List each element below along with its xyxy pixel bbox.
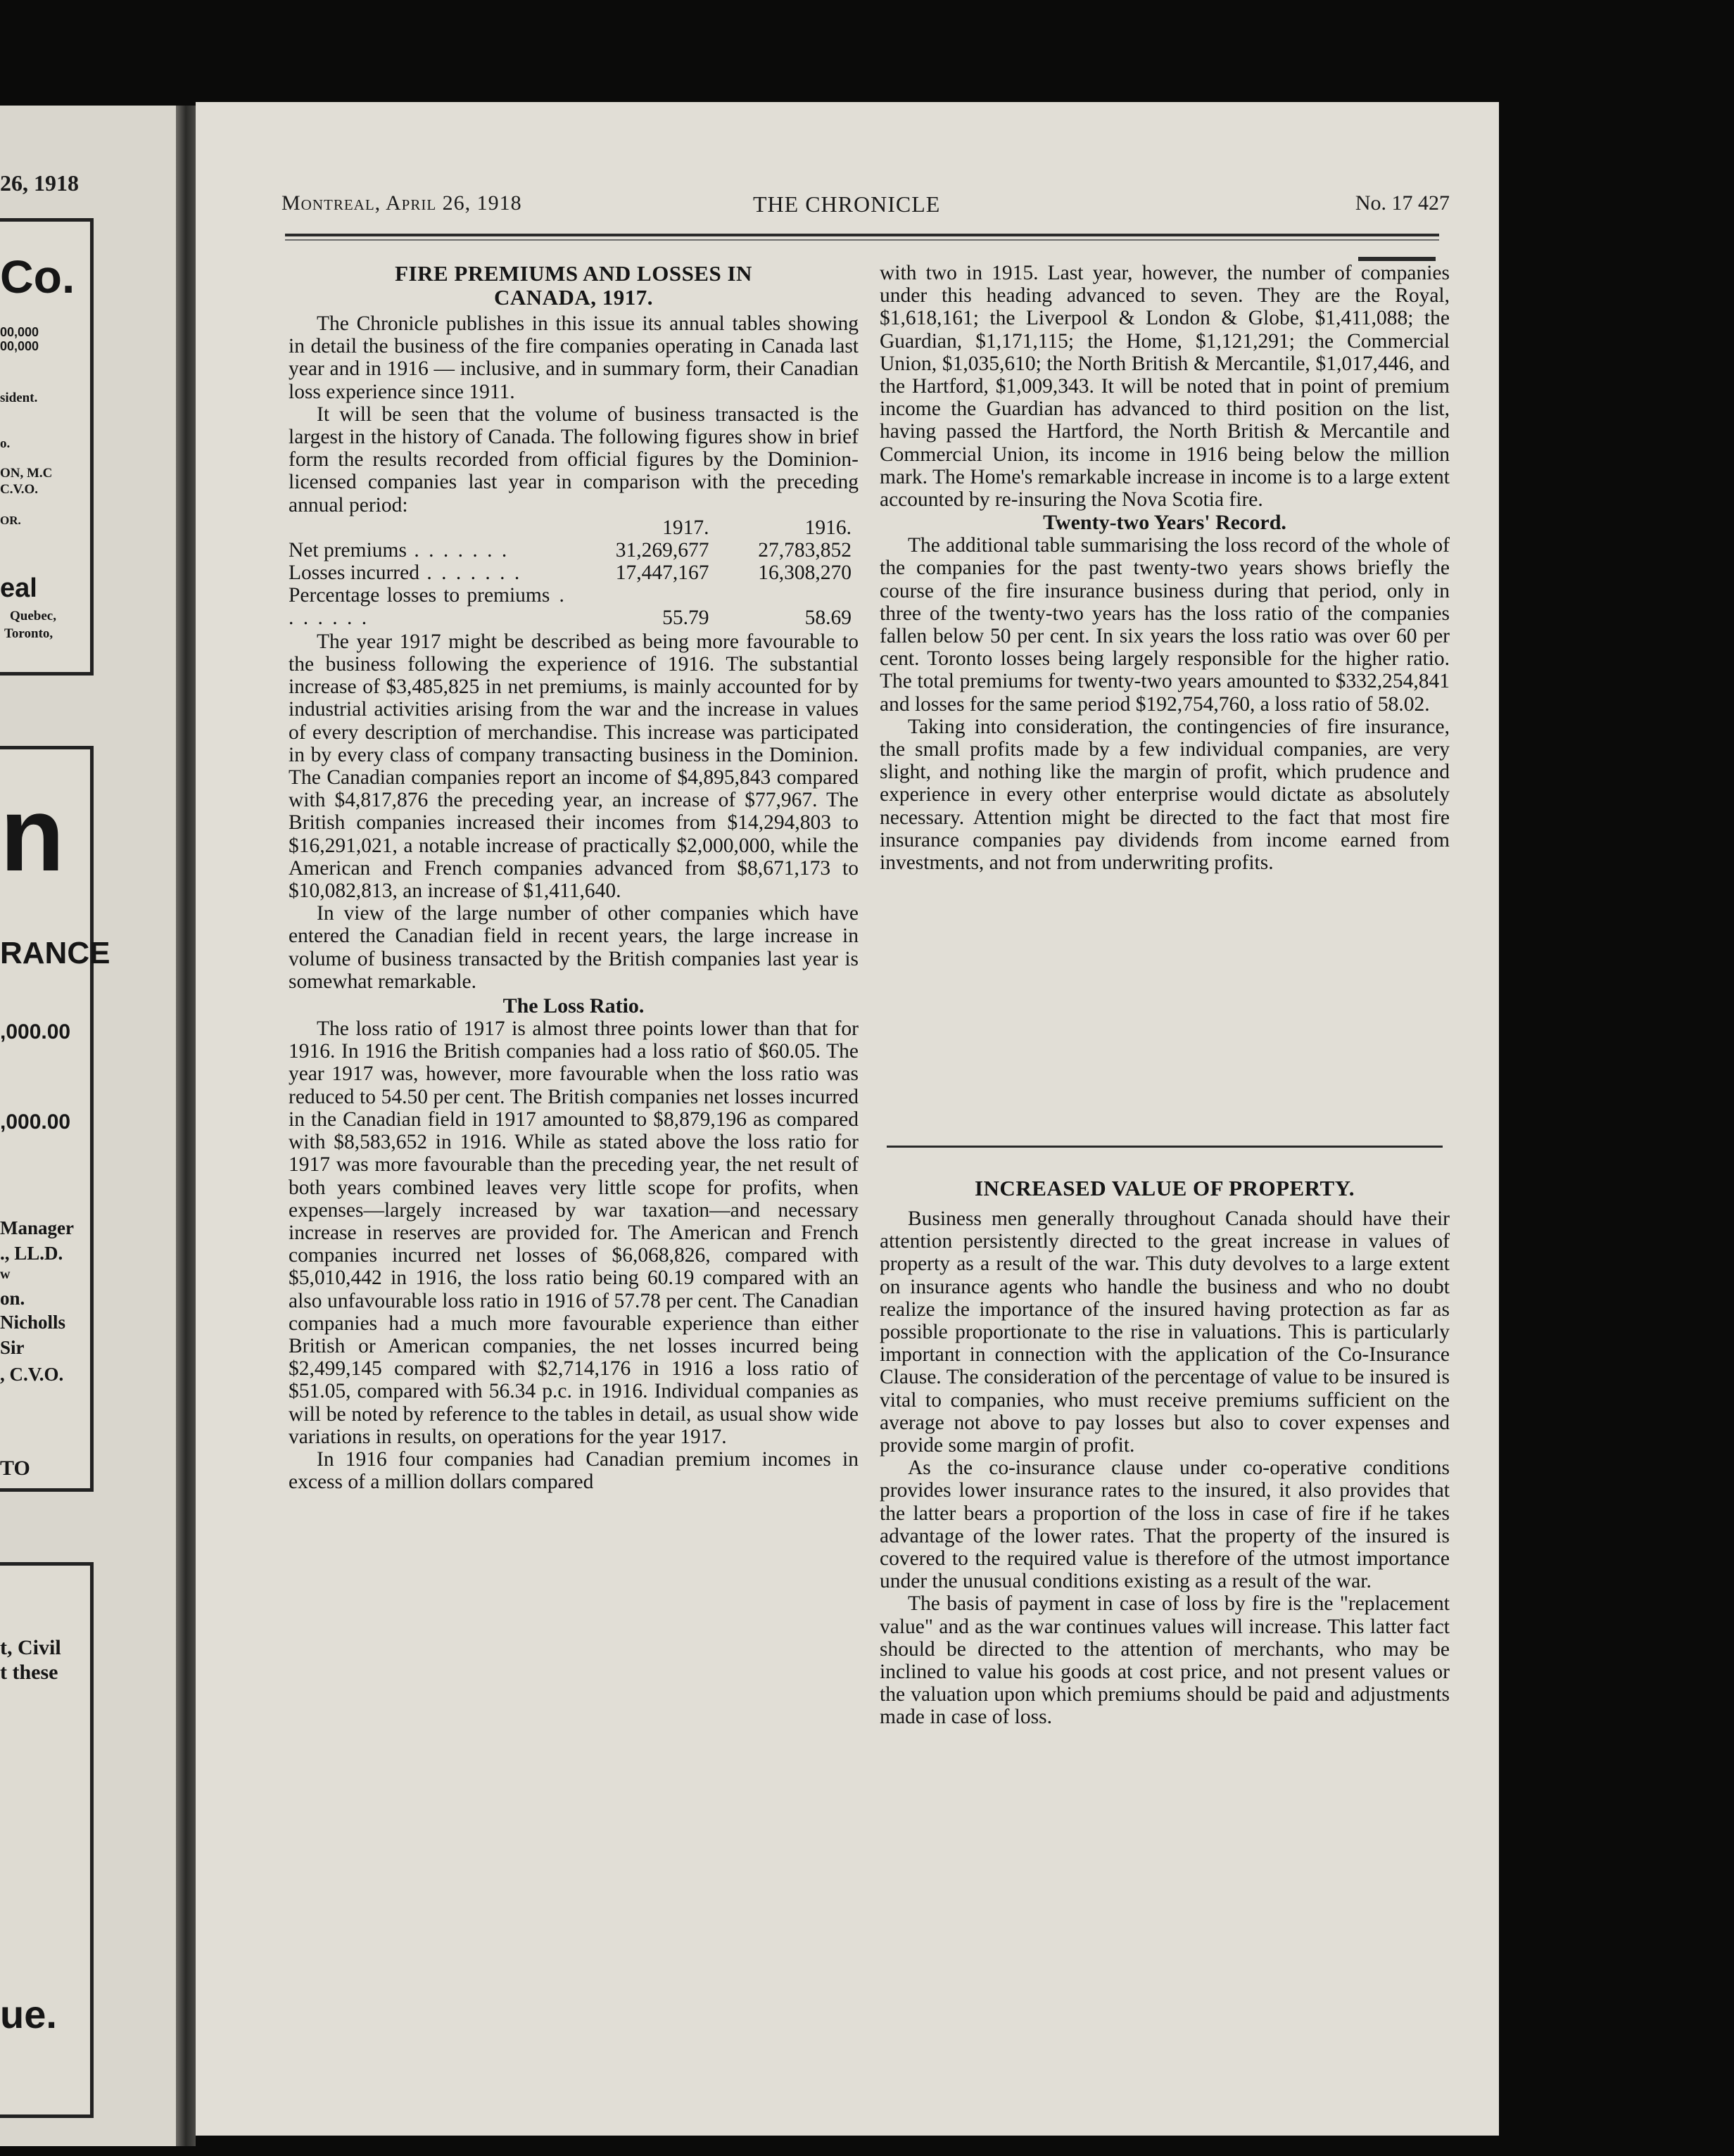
subheading-loss-ratio: The Loss Ratio. [502,994,645,1018]
paragraph: As the co-insurance clause under co-operative conditions provides lower insurance rates to the insured, it also provides that the latter bears a proportion of the loss in case of fire if he takes advantage of the lower rates. That the property of the insured is covered to the required value is therefore of the utmost importance under the unusual conditions existing as a result of the war. [880,1457,1450,1593]
table-cell: 58.69 [804,606,852,629]
facing-fragment: t, Civil [0,1636,61,1659]
facing-fragment: 00,000 [0,325,39,339]
second-article-title: INCREASED VALUE OF PROPERTY. [974,1176,1355,1200]
table-cell: 31,269,677 [615,538,709,562]
second-article [880,1177,1450,1729]
table-row [289,584,852,629]
header-rule-thin [285,239,1439,241]
paragraph: The loss ratio of 1917 is almost three points lower than that for 1916. In 1916 the British companies had a loss ratio of $60.05. The year 1917 was, however, more favourable when the loss ratio was reduced to 54.50 per cent. The British companies net losses incurred in the Canadian field in 1917 amounted to $8,879,196 as compared with $8,583,652 in 1916. While as stated above the loss ratio for 1917 was more favourable than the preceding year, the net result of both years combined leaves very little scope for profits, when expenses—largely increased by war taxation—and necessary increase in reserves are provided for. The American and French companies incurred net losses of $6,068,826, compared with $5,010,442 in 1916, the loss ratio being 60.19 compared with an also unfavourable loss ratio in 1916 of 57.78 per cent. The Canadian companies had a much more favourable experience than either British or American companies, the net losses incurred being $2,499,145 compared with $2,714,176 in 1916 a loss ratio of $51.05, compared with 56.34 p.c. in 1916. Individual companies as will be noted by reference to the tables in detail, as usual show wide variations in results, on operations for the year 1917. [289,1017,859,1448]
table-col-header: 1916. [804,516,852,539]
facing-fragment: RANCE [0,936,110,970]
facing-fragment: 00,000 [0,339,39,353]
article-title-line-1: FIRE PREMIUMS AND LOSSES IN [395,261,752,286]
premiums-losses-table [289,516,852,629]
paragraph: Business men generally throughout Canada should have their attention persistently directed to the great increase in values of property as a result of the war. This duty devolves to a large extent on insurance agents who handle the business and who no doubt realize the importance of the insured having protection as far as possible proportionate to the rise in valuations. This is particularly important in connection with the application of the Co-Insurance Clause. The consideration of the percentage of value to be insured is vital to companies, who must receive premiums sufficient on the average not above to pay losses but also to cover expenses and provide some margin of profit. [880,1207,1450,1457]
paragraph: The additional table summarising the loss record of the whole of the companies for the past twenty-two years shows briefly the course of the fire insurance business during that period, only in three of the twenty-two years has the loss ratio of the companies fallen below 50 per cent. In six years the loss ratio was over 60 per cent. Toronto losses being largely responsible for the higher ratio. The total premiums for twenty-two years amounted to $332,254,841 and losses for the same period $192,754,760, a loss ratio of 58.02. [880,534,1450,716]
paragraph: Taking into consideration, the contingencies of fire insurance, the small profits made by a few individual companies, are very slight, and nothing like the margin of profit, which prudence and experience in every other enterprise would dictate as absolutely necessary. Attention might be directed to the fact that most fire insurance companies pay dividends from income earned from investments, and not from underwriting profits. [880,715,1450,875]
table-cell: 55.79 [662,606,709,629]
article-separator-rule [887,1146,1443,1148]
facing-fragment: eal [0,573,37,603]
running-header [281,191,1450,220]
facing-fragment: on. [0,1288,25,1309]
facing-fragment: n [0,775,65,893]
facing-fragment: , C.V.O. [0,1364,64,1385]
header-rule [285,234,1439,236]
header-issue-page-number: No. 17 427 [1355,191,1450,215]
article-title-line-2: CANADA, 1917. [493,285,654,310]
page-gutter [176,106,196,2146]
table-header-row [289,516,852,539]
paragraph: It will be seen that the volume of business transacted is the largest in the history of Canada. The following figures show in brief form the results recorded from official figures by the Dominion-licensed companies last year in comparison with the preceding annual period: [289,402,859,516]
article-title [289,262,859,310]
table-cell: 27,783,852 [758,538,852,562]
facing-fragment: Sir [0,1337,25,1358]
facing-page-strip [0,106,176,2146]
table-row-label: Net premiums . . . [289,539,567,562]
facing-fragment: w [0,1267,11,1282]
facing-fragment: Nicholls [0,1312,66,1333]
table-cell: 16,308,270 [758,561,852,584]
right-column [880,262,1450,874]
table-row-label: Percentage losses to premiums . . . [289,584,567,629]
table-row [289,539,852,562]
facing-fragment: ., LL.D. [0,1243,63,1264]
column-top-mark [1358,257,1436,261]
facing-fragment: o. [0,436,11,451]
paragraph: The basis of payment in case of loss by fire is the "replacement value" and as the war continues values will increase. This latter fact should be directed to the attention of merchants, who may be inclined to value his goods at cost price, and not present values or the valuation upon which premiums should be paid and adjustments made in case of loss. [880,1592,1450,1729]
facing-page-date: 26, 1918 [0,170,79,196]
subheading-twenty-two-years-record: Twenty-two Years' Record. [1043,511,1286,535]
table-cell: 17,447,167 [615,561,709,584]
facing-fragment: ,000.00 [0,1110,71,1134]
facing-fragment: ON, M.C [0,466,53,481]
paragraph: In 1916 four companies had Canadian premium incomes in excess of a million dollars compared [289,1447,859,1494]
table-row [289,562,852,584]
left-column [289,262,859,1493]
facing-fragment: OR. [0,514,21,527]
facing-fragment: t these [0,1661,58,1684]
facing-fragment: ,000.00 [0,1020,71,1044]
facing-fragment: TO [0,1457,30,1480]
paragraph: The Chronicle publishes in this issue its annual tables showing in detail the business of the fire companies operating in Canada last year and in 1916 — inclusive, and in summary form, their Canadian loss experience since 1911. [289,312,859,403]
facing-fragment: Co. [0,251,75,303]
header-dateline: Montreal, April 26, 1918 [281,191,522,215]
table-col-header: 1917. [662,516,709,539]
paragraph: In view of the large number of other companies which have entered the Canadian field in recent years, the large increase in volume of business transacted by the British companies last year is somewhat remarkable. [289,902,859,993]
facing-fragment: ue. [0,1992,57,2036]
facing-fragment: Toronto, [4,626,53,641]
paragraph: The year 1917 might be described as being more favourable to the business following the experience of 1916. The substantial increase of $3,485,825 in net premiums, is mainly accounted for by industrial activities arising from the war and the increase in values of every description of merchandise. This increase was participated in by every class of company transacting business in the Dominion. The Canadian companies report an income of $4,895,843 compared with $4,817,876 the preceding year, an increase of $77,967. The British companies increased their incomes from $14,294,803 to $16,291,021, a notable increase of practically $2,000,000, while the American and French companies advanced from $8,671,173 to $10,082,813, an increase of $1,411,640. [289,630,859,903]
facing-fragment: sident. [0,391,38,405]
facing-fragment: C.V.O. [0,482,39,497]
facing-fragment: Quebec, [10,609,56,623]
table-row-label: Losses incurred . . . [289,562,567,584]
paragraph-continuation: with two in 1915. Last year, however, the number of companies under this heading advanced to seven. They are the Royal, $1,618,161; the Liverpool & London & Globe, $1,411,088; the Guardian, $1,171,115; the Home, $1,121,291; the Commercial Union, $1,035,610; the North British & Mercantile, $1,017,446, and the Hartford, $1,009,343. It will be noted that in point of premium income the Guardian has advanced to third position on the list, having passed the Hartford, the North British & Mercantile and Commercial Union, its income in 1916 being below the million mark. The Home's remarkable increase in income is to a large extent accounted by re-insuring the Nova Scotia fire. [880,262,1450,512]
header-publication-title: THE CHRONICLE [753,191,941,217]
facing-fragment: Manager [0,1217,74,1238]
